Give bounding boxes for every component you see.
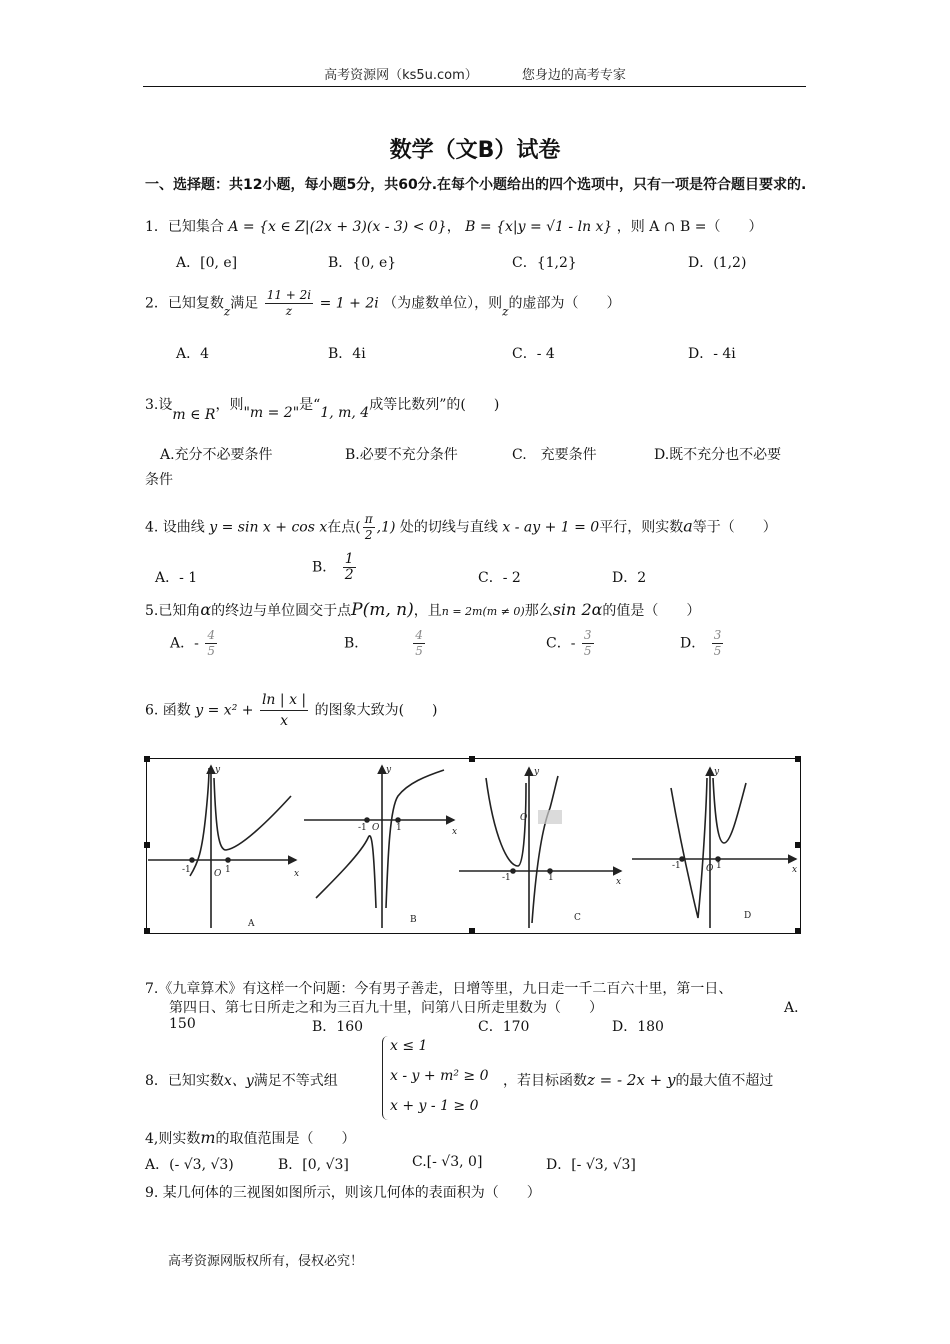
q5-option-a[interactable] <box>170 628 219 659</box>
q4-option-b-label: B． <box>312 559 337 576</box>
graph-b-y-label: y <box>386 765 392 775</box>
q5-opta-num: 4 <box>207 628 215 642</box>
q2-end: 的虚部为（ ） <box>508 295 621 312</box>
q4-option-b[interactable] <box>312 552 358 583</box>
q3-mid: 是“ <box>299 397 321 413</box>
graph-c-tick <box>511 869 515 873</box>
q7-option-a[interactable]: 150 <box>169 1016 196 1032</box>
graph-b-left-branch <box>316 836 376 908</box>
q5-option-c-sign: - <box>570 635 576 652</box>
page-footer: 高考资源网版权所有，侵权必究！ <box>168 1254 364 1269</box>
question-2 <box>145 288 620 319</box>
q5-tail: 的值是（ ） <box>602 603 701 619</box>
question-9: 9. 某几何体的三视图如图所示，则该几何体的表面积为（ ） <box>145 1185 541 1201</box>
q8-m: m <box>200 1128 216 1147</box>
graph-b-minus-one: -1 <box>358 823 367 833</box>
q5-option-a-sign: - <box>194 635 199 652</box>
graph-c-y-label: y <box>534 767 540 777</box>
q3-cond: m ∈ R <box>172 407 216 423</box>
q4-optb-den: 2 <box>344 567 354 583</box>
graph-a-origin: O <box>214 869 222 879</box>
graph-c <box>459 768 621 928</box>
question-4 <box>145 512 777 543</box>
q1-option-a[interactable]: A．[0, e] <box>176 255 238 271</box>
q5-optb-den: 5 <box>415 644 423 658</box>
graph-c-origin: O <box>520 813 528 823</box>
q2-den: z <box>285 304 293 318</box>
graph-a-minus-one: -1 <box>182 865 191 875</box>
q2-num: 11 + 2i <box>266 288 312 302</box>
q8-brace <box>382 1036 389 1120</box>
question-6 <box>145 690 438 731</box>
q8-vars: x、y <box>223 1073 254 1089</box>
q7-line-1: 7.《九章算术》有这样一个问题：今有男子善走，日增等里，九日走一千二百六十里，第一日、 <box>145 981 733 997</box>
q3-comma: ，则 <box>215 397 244 413</box>
graph-c-label: C <box>574 913 581 923</box>
graph-a-tick <box>190 858 194 862</box>
q6-fx: y = x² + <box>195 702 254 719</box>
q4-optb-num: 1 <box>344 551 354 567</box>
q5-mid2: ，且 <box>413 603 442 619</box>
q5-optc-num: 3 <box>583 628 592 642</box>
q4-line: x - ay + 1 = 0 <box>502 519 600 536</box>
header-slogan: 您身边的高考专家 <box>521 68 626 83</box>
graph-c-minus-one: -1 <box>502 873 511 883</box>
graph-d-label: D <box>744 911 752 921</box>
q4-pi-fraction <box>363 512 375 543</box>
graph-d <box>632 768 796 928</box>
graph-b-tick <box>396 818 400 822</box>
q4-a: a <box>683 516 693 536</box>
q7-option-a-label[interactable]: A． <box>784 1000 809 1016</box>
q3-option-d[interactable]: D.既不充分也不必要 <box>654 447 782 463</box>
q7-option-b[interactable]: B．160 <box>312 1019 364 1035</box>
q5-mid3: 那么 <box>524 603 553 619</box>
graph-d-x-label: x <box>792 865 798 875</box>
page-header <box>0 64 950 83</box>
q5-point: P(m, n) <box>351 600 414 620</box>
q8-constraint-3: x + y - 1 ≥ 0 <box>390 1098 479 1114</box>
q8-option-d[interactable]: D．[- √3, √3] <box>546 1157 636 1173</box>
graph-d-left-branch <box>671 778 707 918</box>
q5-expr: sin 2α <box>552 600 603 619</box>
graph-a-one: 1 <box>225 865 231 875</box>
q6-num: ln | x | <box>260 690 308 711</box>
question-5 <box>145 600 700 620</box>
q6-fraction <box>260 690 308 731</box>
q5-option-b-label: B． <box>344 635 369 652</box>
q7-line-2: 第四日、第七日所走之和为三百九十里，问第八日所走里数为（ ） <box>169 1000 603 1016</box>
q4-point: ,1) <box>376 519 396 536</box>
q5-option-a-label: A． <box>170 635 195 652</box>
q3-option-b[interactable]: B.必要不充分条件 <box>345 447 458 463</box>
graph-a-y-label: y <box>215 765 221 775</box>
graph-d-one: 1 <box>716 861 722 871</box>
question-3 <box>145 394 499 423</box>
section-heading: 一、选择题：共12小题，每小题5分，共60分.在每个小题给出的四个选项中，只有一项是符合题目要求的. <box>145 177 807 193</box>
q1-option-b[interactable]: B．{0, e} <box>328 255 397 271</box>
q5-alpha: α <box>200 600 212 619</box>
graph-a-right-branch <box>214 778 291 850</box>
q5-option-d-fraction <box>712 628 724 659</box>
q2-option-b[interactable]: B．4i <box>328 346 366 362</box>
q4-prefix: 4. 设曲线 <box>145 519 205 536</box>
q5-option-d[interactable] <box>680 628 725 659</box>
q5-optc-den: 5 <box>583 644 592 658</box>
q3-m2: "m = 2" <box>243 405 300 421</box>
q5-option-c-label: C． <box>546 635 571 652</box>
graph-a <box>148 766 296 928</box>
q5-mid: 的终边与单位圆交于点 <box>211 603 352 619</box>
q5-prefix: 5.已知角 <box>145 603 201 619</box>
graph-d-right-branch <box>713 778 746 843</box>
q8-option-a[interactable]: A．(- √3, √3) <box>145 1157 234 1173</box>
q5-option-a-fraction <box>205 628 217 659</box>
q2-eq: = 1 + 2i <box>319 295 379 312</box>
question-8 <box>145 1070 338 1090</box>
q5-optd-num: 3 <box>713 628 722 642</box>
q5-opta-den: 5 <box>207 644 215 658</box>
q4-den: 2 <box>364 528 373 542</box>
q3-seq: 1, m, 4 <box>320 405 370 421</box>
q8-end: 的最大值不超过 <box>675 1073 774 1089</box>
q4-option-d[interactable]: D．2 <box>612 570 647 586</box>
q5-optd-den: 5 <box>713 644 722 658</box>
q8-objective <box>503 1070 773 1090</box>
q3-tail: 成等比数列”的( ) <box>369 397 500 413</box>
q1-set-b: B = {x|y = √1 - ln x} <box>465 219 613 235</box>
header-divider <box>143 86 806 87</box>
graph-b-origin: O <box>372 823 380 833</box>
q8-option-c[interactable]: C.[- √3, 0] <box>412 1154 483 1170</box>
q2-z1: z <box>223 304 231 319</box>
q3-option-c[interactable]: C. 充要条件 <box>512 447 597 463</box>
graph-b-tick <box>365 818 369 822</box>
q4-option-c[interactable]: C．- 2 <box>478 570 521 586</box>
q4-option-b-fraction <box>343 552 356 583</box>
header-site: 高考资源网（ks5u.com） <box>324 68 478 83</box>
q8-option-b[interactable]: B．[0, √3] <box>278 1157 349 1173</box>
q2-fraction <box>265 288 313 319</box>
q2-option-a[interactable]: A．4 <box>176 346 210 362</box>
q4-mid: 在点( <box>327 519 361 536</box>
q3-option-d-wrap: 条件 <box>145 472 173 488</box>
graph-b-one: 1 <box>396 823 402 833</box>
question-1: 1．已知集合 A = {x ∈ Z|(2x + 3)(x - 3) < 0}， B = {x|y = √1 - ln x} ，则 A ∩ B =（ ） <box>145 219 763 235</box>
q3-prefix: 3.设 <box>145 397 173 413</box>
q4-end: 等于（ ） <box>692 519 777 536</box>
q6-graphs-svg <box>146 758 799 932</box>
graph-c-one: 1 <box>548 873 554 883</box>
q6-den: x <box>280 713 288 729</box>
graph-d-origin: O <box>706 864 714 874</box>
q8-prefix: 8．已知实数 <box>145 1073 224 1089</box>
q4-option-a[interactable]: A．- 1 <box>155 570 198 586</box>
q8-constraint-1: x ≤ 1 <box>390 1038 428 1054</box>
graph-a-x-label: x <box>294 869 300 879</box>
graph-b-x-label: x <box>452 827 458 837</box>
q8-mid: 满足不等式组 <box>253 1073 338 1089</box>
q5-option-c-fraction <box>582 628 594 659</box>
q1-tail: ，则 A ∩ B =（ ） <box>616 219 763 235</box>
q6-tail: 的图象大致为( ) <box>314 702 438 719</box>
q4-mid2: 处的切线与直线 <box>399 519 498 536</box>
graph-c-x-label: x <box>616 877 622 887</box>
graph-c-right-branch <box>532 776 558 923</box>
q8-obj: z = - 2x + y <box>587 1071 676 1089</box>
q5-cond: n = 2m(m ≠ 0) <box>441 605 525 618</box>
q2-option-c[interactable]: C．- 4 <box>512 346 555 362</box>
q3-option-a[interactable]: A.充分不必要条件 <box>160 447 273 463</box>
graph-d-y-label: y <box>714 767 720 777</box>
q1-set-a: A = {x ∈ Z|(2x + 3)(x - 3) < 0} <box>228 219 447 235</box>
q4-curve: y = sin x + cos x <box>209 519 328 536</box>
q1-option-c[interactable]: C．{1,2} <box>512 255 577 271</box>
graph-b-label: B <box>410 915 417 925</box>
q5-option-b[interactable] <box>344 628 427 659</box>
graph-b <box>304 766 454 928</box>
q8-line2: 4,则实数 <box>145 1131 201 1147</box>
q4-tail: 平行，则实数 <box>599 519 684 536</box>
paper-title: 数学（文B）试卷 <box>389 138 561 163</box>
q2-prefix: 2．已知复数 <box>145 295 224 312</box>
q7-option-d[interactable]: D．180 <box>612 1019 664 1035</box>
q4-num: π <box>364 512 373 526</box>
graph-a-label: A <box>248 919 255 929</box>
q2-option-d[interactable]: D．- 4i <box>688 346 736 362</box>
q6-prefix: 6. 函数 <box>145 702 191 719</box>
q2-z2: z <box>502 304 509 319</box>
graph-d-minus-one: -1 <box>672 861 681 871</box>
q5-option-c[interactable] <box>546 628 596 659</box>
q1-option-d[interactable]: D．(1,2) <box>688 255 747 271</box>
q8-tail: ，若目标函数 <box>503 1073 587 1089</box>
q8-line2b: 的取值范围是（ ） <box>215 1131 356 1147</box>
q5-option-d-label: D． <box>680 635 706 652</box>
q5-optb-num: 4 <box>415 628 423 642</box>
q7-option-c[interactable]: C．170 <box>478 1019 530 1035</box>
graph-a-tick <box>226 858 230 862</box>
q5-option-b-fraction <box>413 628 425 659</box>
q2-tail: （为虚数单位），则 <box>383 295 503 312</box>
q2-mid: 满足 <box>230 295 259 312</box>
q1-text: 1．已知集合 <box>145 219 224 235</box>
q8-constraint-2: x - y + m² ≥ 0 <box>390 1068 489 1084</box>
graph-c-smudge <box>538 810 562 824</box>
graph-b-right-branch <box>386 770 444 908</box>
q8-line-2 <box>145 1128 356 1148</box>
